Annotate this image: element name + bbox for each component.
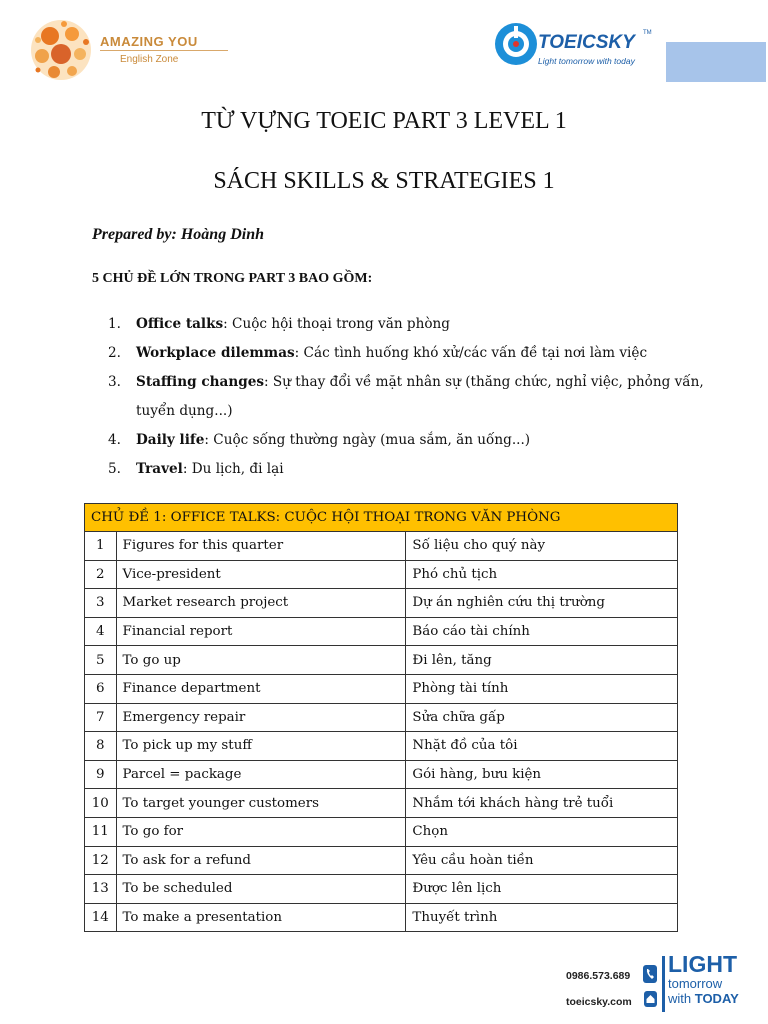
row-vietnamese: Nhắm tới khách hàng trẻ tuổi xyxy=(406,789,678,818)
toeicsky-logo xyxy=(494,18,654,76)
home-icon xyxy=(643,990,658,1008)
row-number: 11 xyxy=(85,817,117,846)
amazing-you-logo xyxy=(28,14,218,86)
row-vietnamese: Sửa chữa gấp xyxy=(406,703,678,732)
table-row xyxy=(85,674,678,703)
topic-item xyxy=(108,339,708,368)
row-number: 7 xyxy=(85,703,117,732)
topic-item xyxy=(108,368,708,426)
row-number: 8 xyxy=(85,732,117,761)
topic-number: 3. xyxy=(108,374,121,390)
row-vietnamese: Phòng tài tính xyxy=(406,674,678,703)
row-english: To make a presentation xyxy=(116,903,406,932)
phone-icon xyxy=(642,964,658,984)
toeicsky-emblem-icon xyxy=(494,20,540,72)
footer-slogan-today: TODAY xyxy=(694,991,739,1006)
row-vietnamese: Gói hàng, bưu kiện xyxy=(406,760,678,789)
row-number: 12 xyxy=(85,846,117,875)
document-title-line1: TỪ VỰNG TOEIC PART 3 LEVEL 1 xyxy=(201,108,567,134)
document-title-line2: SÁCH SKILLS & STRATEGIES 1 xyxy=(213,168,555,194)
row-vietnamese: Thuyết trình xyxy=(406,903,678,932)
row-vietnamese: Số liệu cho quý này xyxy=(406,532,678,561)
row-number: 3 xyxy=(85,589,117,618)
topic-desc: : Các tình huống khó xử/các vấn đề tại nơi làm việc xyxy=(294,345,648,361)
row-vietnamese: Yêu cầu hoàn tiền xyxy=(406,846,678,875)
topic-name: Office talks xyxy=(136,316,224,332)
left-logo-divider xyxy=(100,50,228,51)
left-logo-name: AMAZING YOU xyxy=(100,34,198,49)
footer-slogan-tomorrow: tomorrow xyxy=(668,976,723,991)
table-row xyxy=(85,703,678,732)
footer-phone: 0986.573.689 xyxy=(566,970,631,982)
table-header-row xyxy=(85,504,678,532)
topic-desc: : Du lịch, đi lại xyxy=(182,461,284,477)
table-row xyxy=(85,846,678,875)
table-row xyxy=(85,817,678,846)
topic-name: Daily life xyxy=(136,432,205,448)
row-vietnamese: Báo cáo tài chính xyxy=(406,617,678,646)
row-english: Finance department xyxy=(116,674,406,703)
topic-item xyxy=(108,310,708,339)
footer-contact xyxy=(566,952,766,1018)
table-row xyxy=(85,646,678,675)
table-row xyxy=(85,903,678,932)
right-logo-tagline: Light tomorrow with today xyxy=(538,56,635,66)
amazing-you-emblem-icon xyxy=(28,14,94,86)
table-header: CHỦ ĐỀ 1: OFFICE TALKS: CUỘC HỘI THOẠI TRONG VĂN PHÒNG xyxy=(85,504,678,532)
table-row xyxy=(85,760,678,789)
topic-name: Staffing changes xyxy=(136,374,265,390)
row-number: 1 xyxy=(85,532,117,561)
row-english: To be scheduled xyxy=(116,875,406,904)
table-row xyxy=(85,875,678,904)
topic-number: 4. xyxy=(108,432,121,448)
topic-name: Travel xyxy=(136,461,183,477)
row-english: Market research project xyxy=(116,589,406,618)
table-row xyxy=(85,589,678,618)
row-english: Parcel = package xyxy=(116,760,406,789)
table-row xyxy=(85,532,678,561)
left-logo-sub: English Zone xyxy=(120,54,179,65)
table-row xyxy=(85,732,678,761)
row-number: 14 xyxy=(85,903,117,932)
footer-site: toeicsky.com xyxy=(566,996,632,1008)
table-row xyxy=(85,617,678,646)
row-number: 9 xyxy=(85,760,117,789)
row-vietnamese: Chọn xyxy=(406,817,678,846)
row-english: Financial report xyxy=(116,617,406,646)
topic-number: 5. xyxy=(108,461,121,477)
vocab-table xyxy=(84,503,678,932)
footer-slogan-with xyxy=(668,992,739,1006)
topic-item xyxy=(108,455,708,484)
topic-number: 2. xyxy=(108,345,121,361)
right-logo-name: TOEICSKY xyxy=(538,32,635,53)
right-logo-tm: TM xyxy=(643,30,652,36)
row-number: 4 xyxy=(85,617,117,646)
prepared-by: Prepared by: Hoàng Dinh xyxy=(92,226,264,243)
row-english: To ask for a refund xyxy=(116,846,406,875)
topic-desc: : Sự thay đổi về mặt nhân sự (thăng chức, nghỉ việc, phỏng vấn, tuyển dụng...) xyxy=(136,374,704,419)
row-english: To go up xyxy=(116,646,406,675)
row-english: Vice-president xyxy=(116,560,406,589)
row-english: To go for xyxy=(116,817,406,846)
topics-heading: 5 CHỦ ĐỀ LỚN TRONG PART 3 BAO GỒM: xyxy=(92,271,373,286)
footer-slogan-with-word: with xyxy=(668,991,695,1006)
row-english: To target younger customers xyxy=(116,789,406,818)
topic-desc: : Cuộc hội thoại trong văn phòng xyxy=(223,316,450,332)
row-number: 5 xyxy=(85,646,117,675)
footer-slogan-light: LIGHT xyxy=(668,951,737,977)
row-number: 6 xyxy=(85,674,117,703)
topic-desc: : Cuộc sống thường ngày (mua sắm, ăn uống...) xyxy=(204,432,531,448)
topic-item xyxy=(108,426,708,455)
row-number: 13 xyxy=(85,875,117,904)
row-vietnamese: Đi lên, tăng xyxy=(406,646,678,675)
row-vietnamese: Nhặt đồ của tôi xyxy=(406,732,678,761)
row-number: 2 xyxy=(85,560,117,589)
table-body xyxy=(85,532,678,932)
row-vietnamese: Dự án nghiên cứu thị trường xyxy=(406,589,678,618)
row-english: Emergency repair xyxy=(116,703,406,732)
row-english: To pick up my stuff xyxy=(116,732,406,761)
table-row xyxy=(85,789,678,818)
row-vietnamese: Được lên lịch xyxy=(406,875,678,904)
row-vietnamese: Phó chủ tịch xyxy=(406,560,678,589)
footer-divider xyxy=(662,956,665,1012)
table-row xyxy=(85,560,678,589)
topic-number: 1. xyxy=(108,316,121,332)
topic-name: Workplace dilemmas xyxy=(136,345,295,361)
row-number: 10 xyxy=(85,789,117,818)
topic-list xyxy=(108,310,708,484)
header-blue-box xyxy=(666,42,766,82)
row-english: Figures for this quarter xyxy=(116,532,406,561)
